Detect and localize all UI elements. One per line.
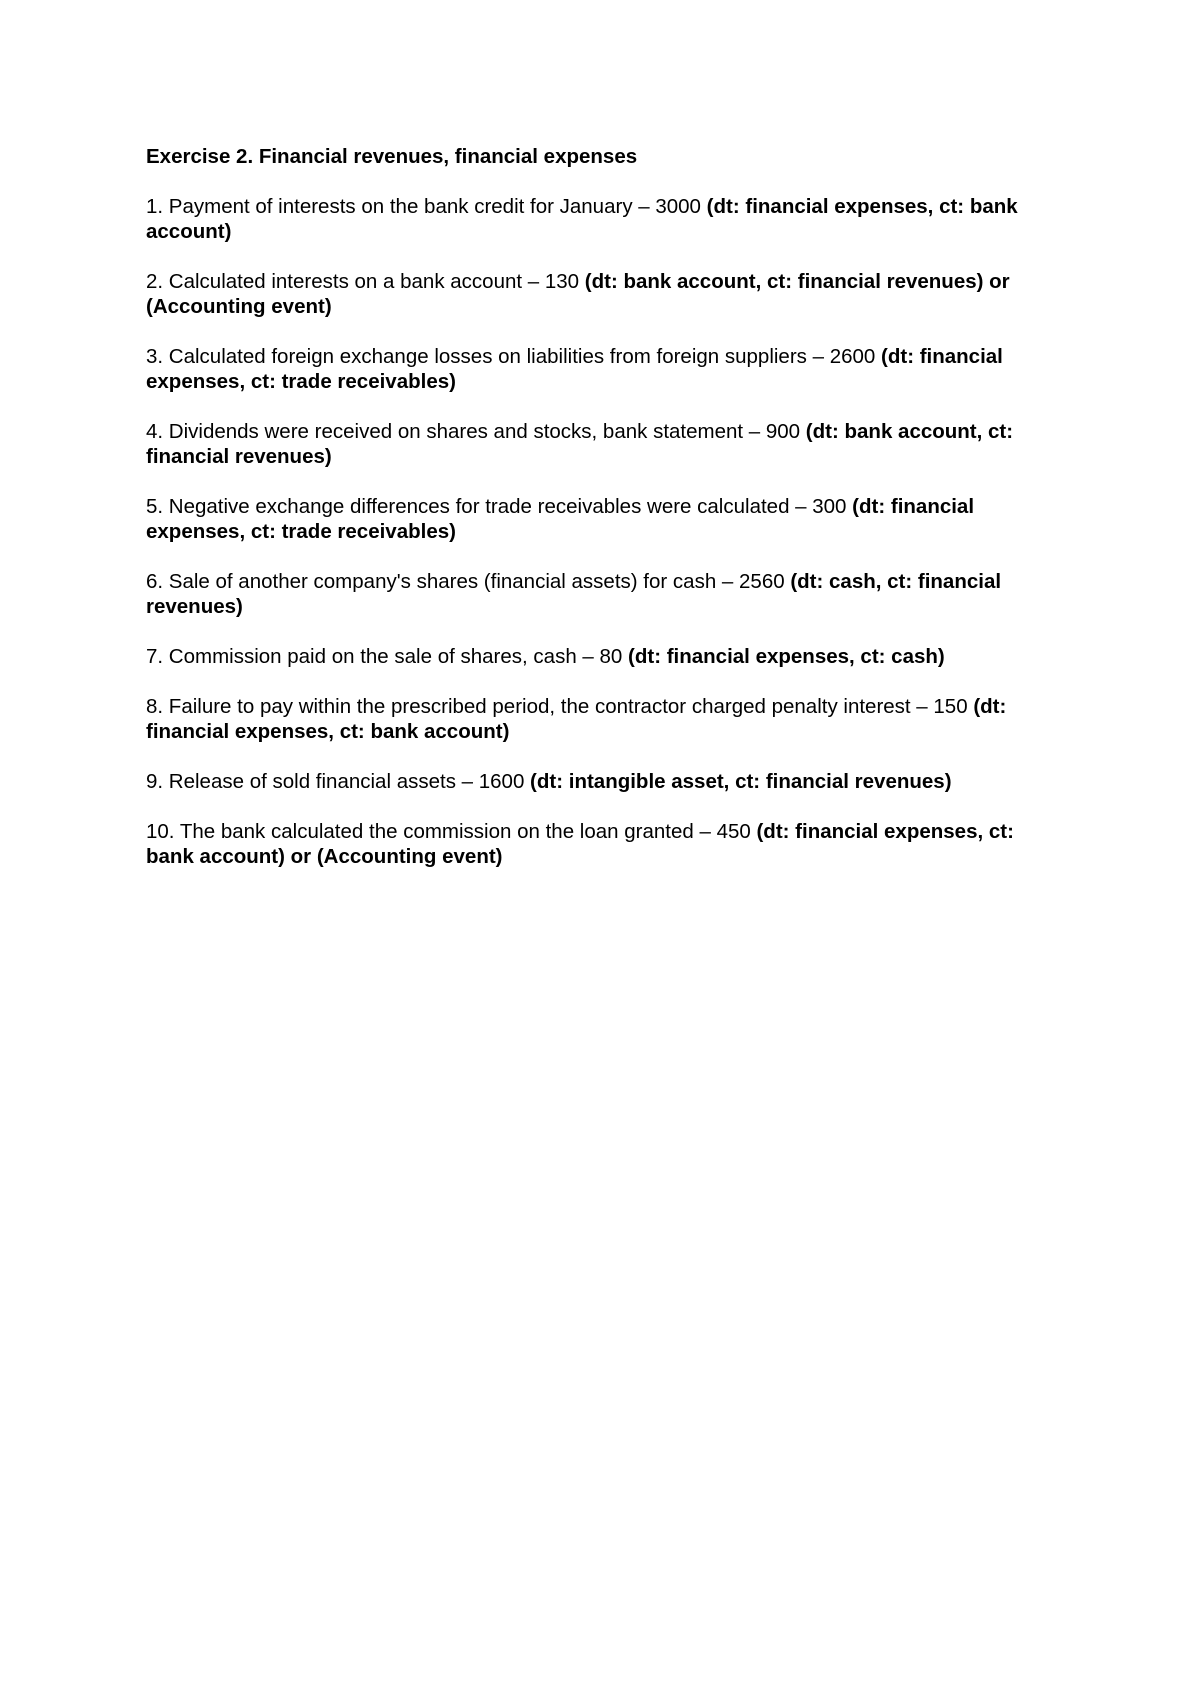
item-text: 9. Release of sold financial assets – 1600 — [146, 770, 531, 793]
item-entry: (dt: financial expenses, ct: trade receivables) — [146, 345, 1003, 393]
item-text: 2. Calculated interests on a bank account – 130 — [146, 270, 585, 293]
exercise-item-1 — [146, 194, 1066, 244]
exercise-item-7 — [146, 644, 1066, 669]
item-entry: (dt: bank account, ct: financial revenues) or (Accounting event) — [146, 270, 1010, 318]
exercise-item-8 — [146, 694, 1066, 744]
item-entry: (dt: financial expenses, ct: trade receivables) — [146, 495, 975, 543]
item-text: 6. Sale of another company's shares (financial assets) for cash – 2560 — [146, 570, 791, 593]
item-text: 3. Calculated foreign exchange losses on liabilities from foreign suppliers – 2600 — [146, 345, 882, 368]
exercise-item-9 — [146, 769, 1066, 794]
exercise-item-3 — [146, 344, 1066, 394]
item-entry: (dt: financial expenses, ct: bank account) or (Accounting event) — [146, 820, 1014, 868]
item-text: 4. Dividends were received on shares and stocks, bank statement – 900 — [146, 420, 806, 443]
item-text: 7. Commission paid on the sale of shares, cash – 80 — [146, 645, 629, 668]
exercise-item-2 — [146, 269, 1066, 319]
item-text: 10. The bank calculated the commission on the loan granted – 450 — [146, 820, 757, 843]
item-entry: (dt: intangible asset, ct: financial revenues) — [530, 770, 952, 793]
item-text: 5. Negative exchange differences for trade receivables were calculated – 300 — [146, 495, 853, 518]
document-content — [146, 144, 1066, 894]
item-entry: (dt: financial expenses, ct: bank account) — [146, 695, 1007, 743]
exercise-item-6 — [146, 569, 1066, 619]
exercise-title: Exercise 2. Financial revenues, financial expenses — [146, 145, 638, 168]
item-text: 1. Payment of interests on the bank credit for January – 3000 — [146, 195, 707, 218]
item-entry: (dt: cash, ct: financial revenues) — [146, 570, 1002, 618]
item-entry: (dt: financial expenses, ct: cash) — [628, 645, 945, 668]
item-text: 8. Failure to pay within the prescribed period, the contractor charged penalty interest – 150 — [146, 695, 974, 718]
exercise-item-4 — [146, 419, 1066, 469]
exercise-item-10 — [146, 819, 1066, 869]
item-entry: (dt: bank account, ct: financial revenues) — [146, 420, 1014, 468]
item-entry: (dt: financial expenses, ct: bank account) — [146, 195, 1018, 243]
exercise-item-5 — [146, 494, 1066, 544]
